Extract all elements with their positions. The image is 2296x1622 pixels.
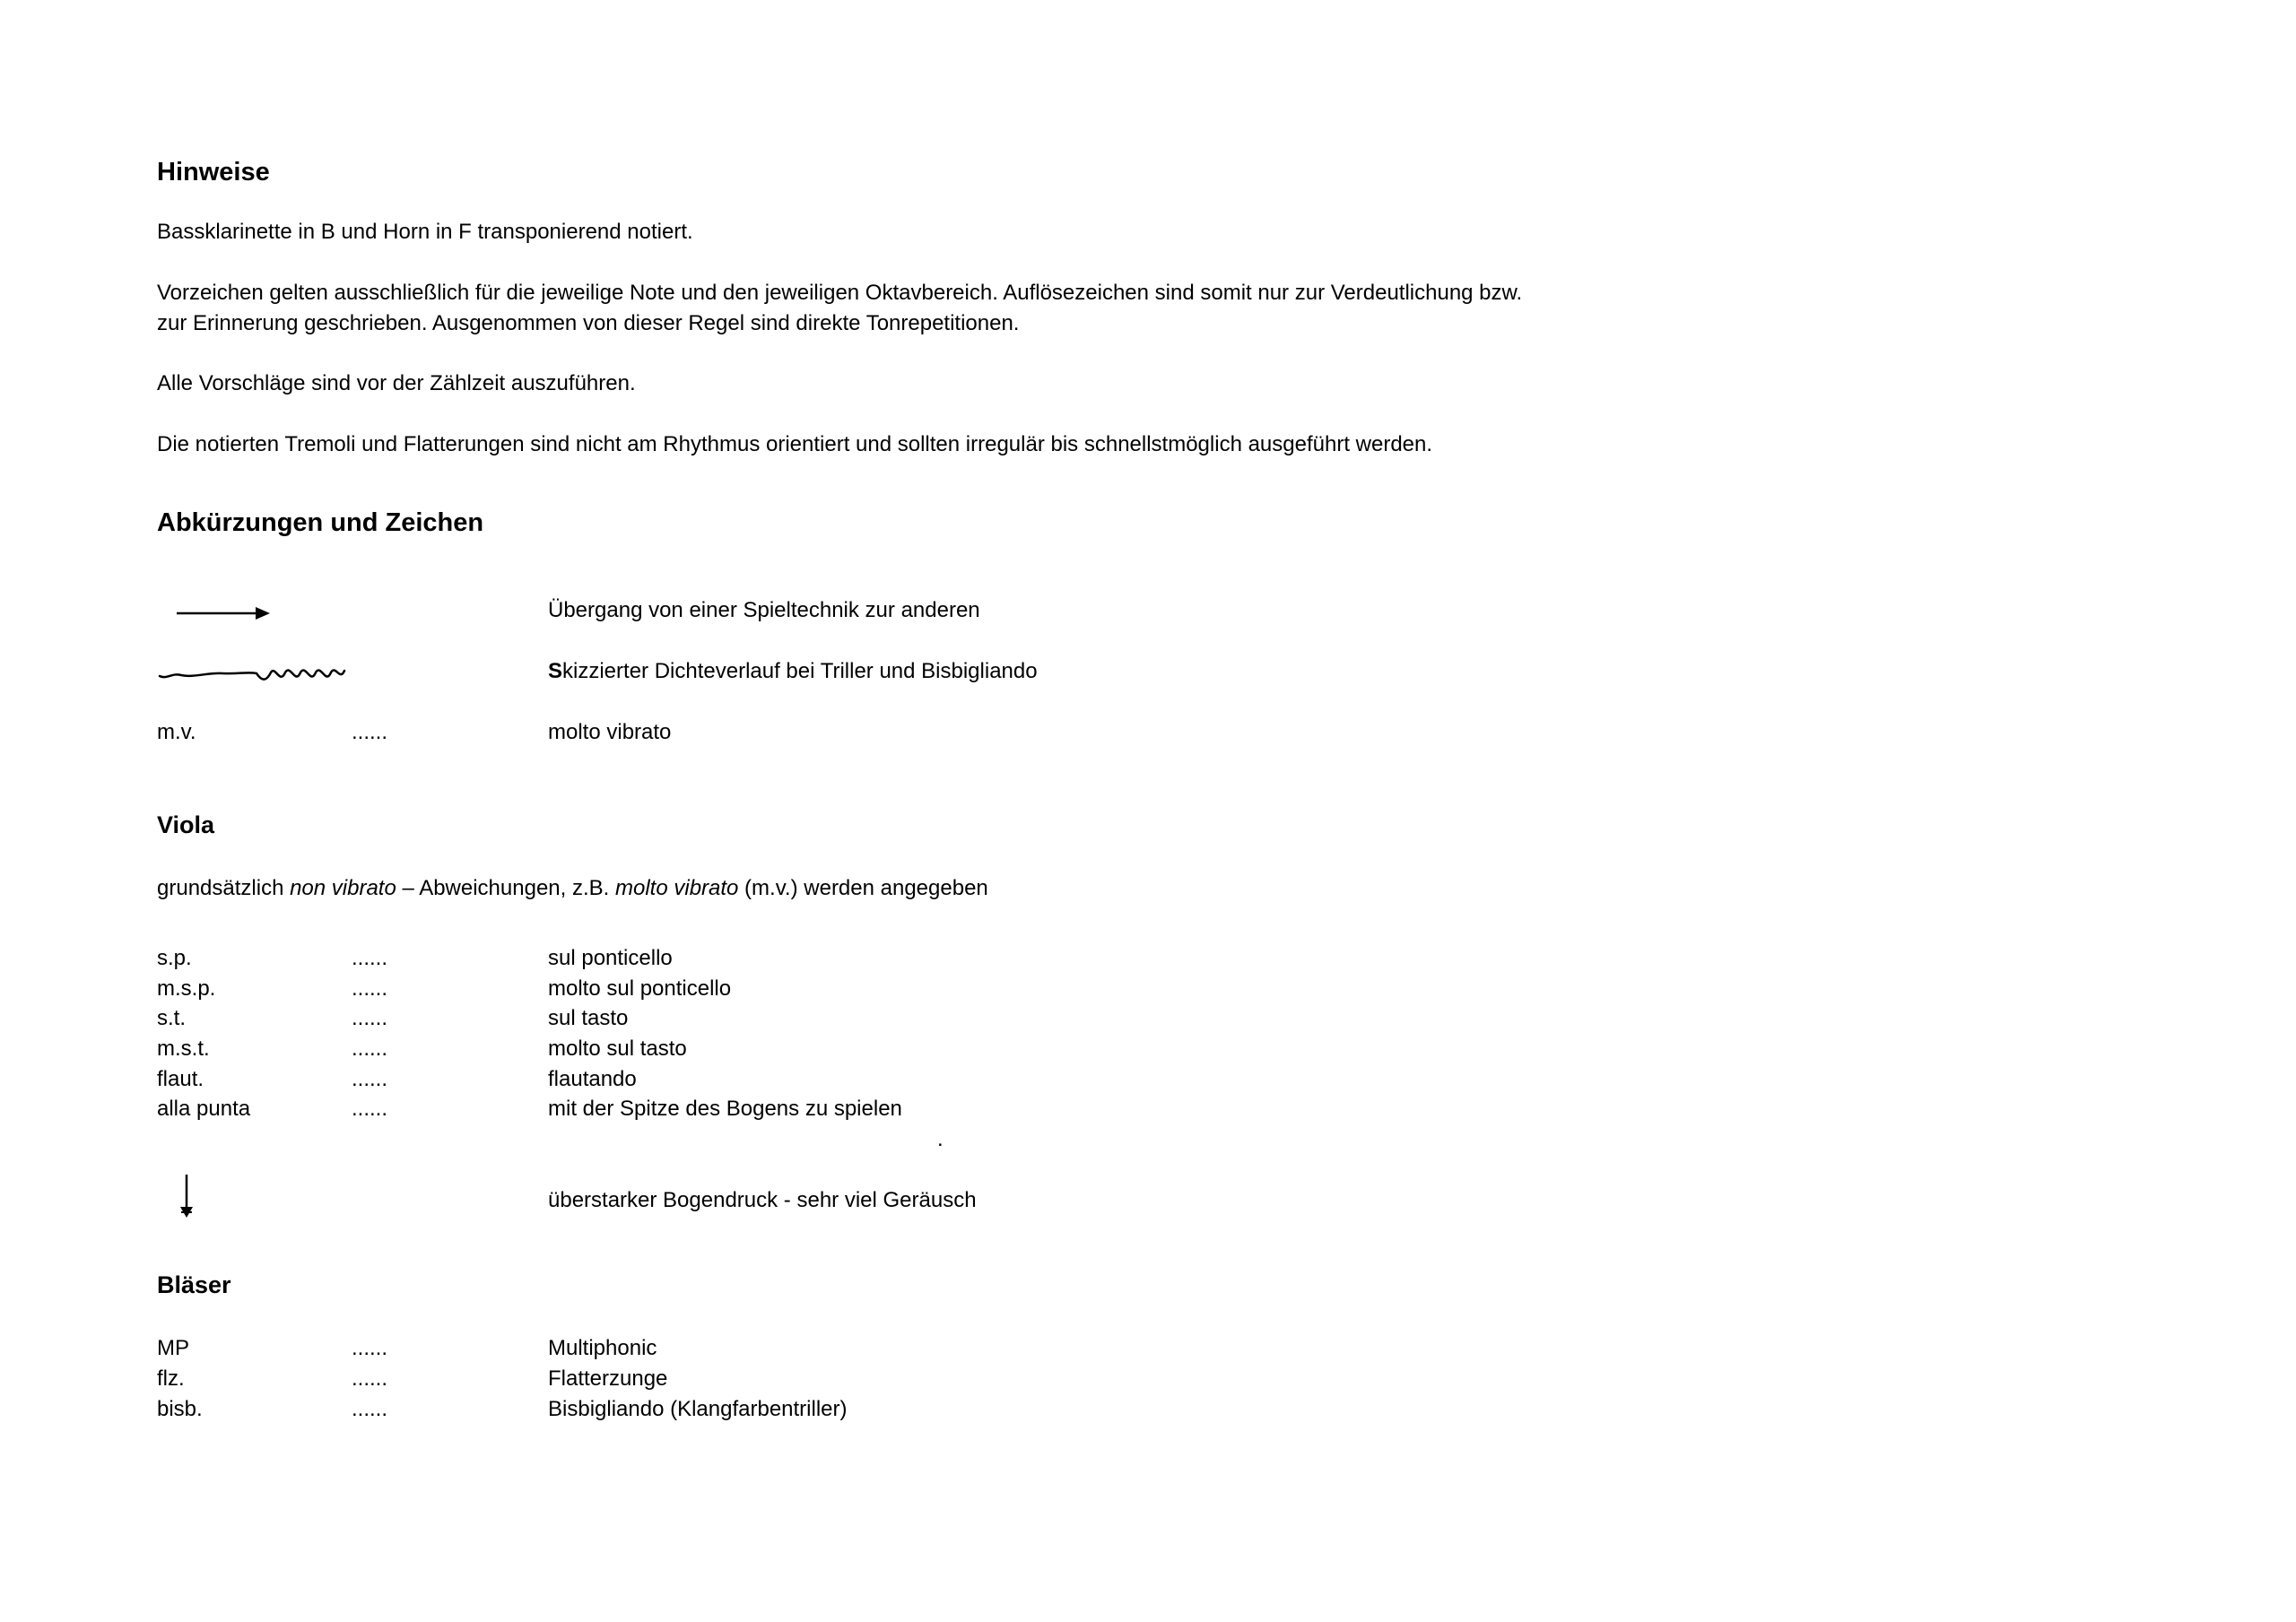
pressure-description: überstarker Bogendruck - sehr viel Geräusch [548, 1188, 977, 1212]
viola-description: flautando [548, 1067, 637, 1091]
arrow-right-icon [175, 603, 274, 624]
viola-abbr: m.s.t. [157, 1037, 210, 1061]
viola-dots: ...... [352, 1037, 388, 1061]
wind-dots: ...... [352, 1366, 388, 1391]
viola-intro-c: – Abweichungen, z.B. [396, 876, 615, 900]
viola-intro-molto-vibrato: molto vibrato [615, 876, 739, 900]
note-accidentals-line1: Vorzeichen gelten ausschließlich für die jeweilige Note und den jeweiligen Oktavbereich. Auflösezeichen sind somit nur zur Verdeutlichung bzw. [157, 281, 1523, 305]
viola-dots: ...... [352, 976, 388, 1001]
wind-description: Flatterzunge [548, 1366, 668, 1391]
viola-abbr: alla punta [157, 1097, 251, 1121]
wind-abbr: bisb. [157, 1397, 203, 1421]
trill-description-rest: kizzierter Dichteverlauf bei Triller und Bisbigliando [562, 659, 1038, 683]
viola-description: mit der Spitze des Bogens zu spielen [548, 1097, 902, 1121]
abbr-mv: m.v. [157, 720, 196, 744]
note-transposition: Bassklarinette in B und Horn in F transponierend notiert. [157, 220, 693, 244]
note-grace-notes: Alle Vorschläge sind vor der Zählzeit auszuführen. [157, 371, 636, 395]
viola-abbr: s.t. [157, 1006, 187, 1030]
viola-abbr: s.p. [157, 946, 192, 970]
viola-intro-a: grundsätzlich [157, 876, 291, 900]
trill-description-initial: S [548, 659, 563, 683]
wind-description: Bisbigliando (Klangfarbentriller) [548, 1397, 848, 1421]
arrow-down-pressure-icon [176, 1173, 197, 1219]
stray-dot: . [937, 1127, 944, 1151]
section-title-abkuerzungen: Abkürzungen und Zeichen [157, 508, 484, 537]
wind-dots: ...... [352, 1336, 388, 1360]
wind-description: Multiphonic [548, 1336, 657, 1360]
viola-dots: ...... [352, 1097, 388, 1121]
viola-description: sul ponticello [548, 946, 673, 970]
viola-dots: ...... [352, 946, 388, 970]
viola-dots: ...... [352, 1006, 388, 1030]
wind-abbr: flz. [157, 1366, 185, 1391]
section-title-viola: Viola [157, 811, 215, 838]
viola-intro [157, 873, 988, 904]
section-title-hinweise: Hinweise [157, 158, 270, 186]
viola-intro-non-vibrato: non vibrato [290, 876, 396, 900]
viola-dots: ...... [352, 1067, 388, 1091]
trill-density-description [548, 656, 1038, 687]
note-tremoli: Die notierten Tremoli und Flatterungen sind nicht am Rhythmus orientiert und sollten irregulär bis schnellstmöglich ausgeführt werden. [157, 432, 1433, 456]
viola-intro-e: (m.v.) werden angegeben [738, 876, 988, 900]
viola-description: molto sul tasto [548, 1037, 687, 1061]
section-title-blaeser: Bläser [157, 1271, 231, 1298]
note-accidentals-line2: zur Erinnerung geschrieben. Ausgenommen von dieser Regel sind direkte Tonrepetitionen. [157, 311, 1020, 335]
wind-dots: ...... [352, 1397, 388, 1421]
wind-abbr: MP [157, 1336, 189, 1360]
arrow-description: Übergang von einer Spieltechnik zur anderen [548, 598, 980, 622]
viola-abbr: flaut. [157, 1067, 204, 1091]
note-accidentals [157, 278, 1682, 339]
abbr-mv-description: molto vibrato [548, 720, 672, 744]
viola-description: molto sul ponticello [548, 976, 732, 1001]
viola-abbr: m.s.p. [157, 976, 216, 1001]
viola-description: sul tasto [548, 1006, 629, 1030]
abbr-mv-dots: ...... [352, 720, 388, 744]
trill-density-line-icon [158, 660, 351, 690]
